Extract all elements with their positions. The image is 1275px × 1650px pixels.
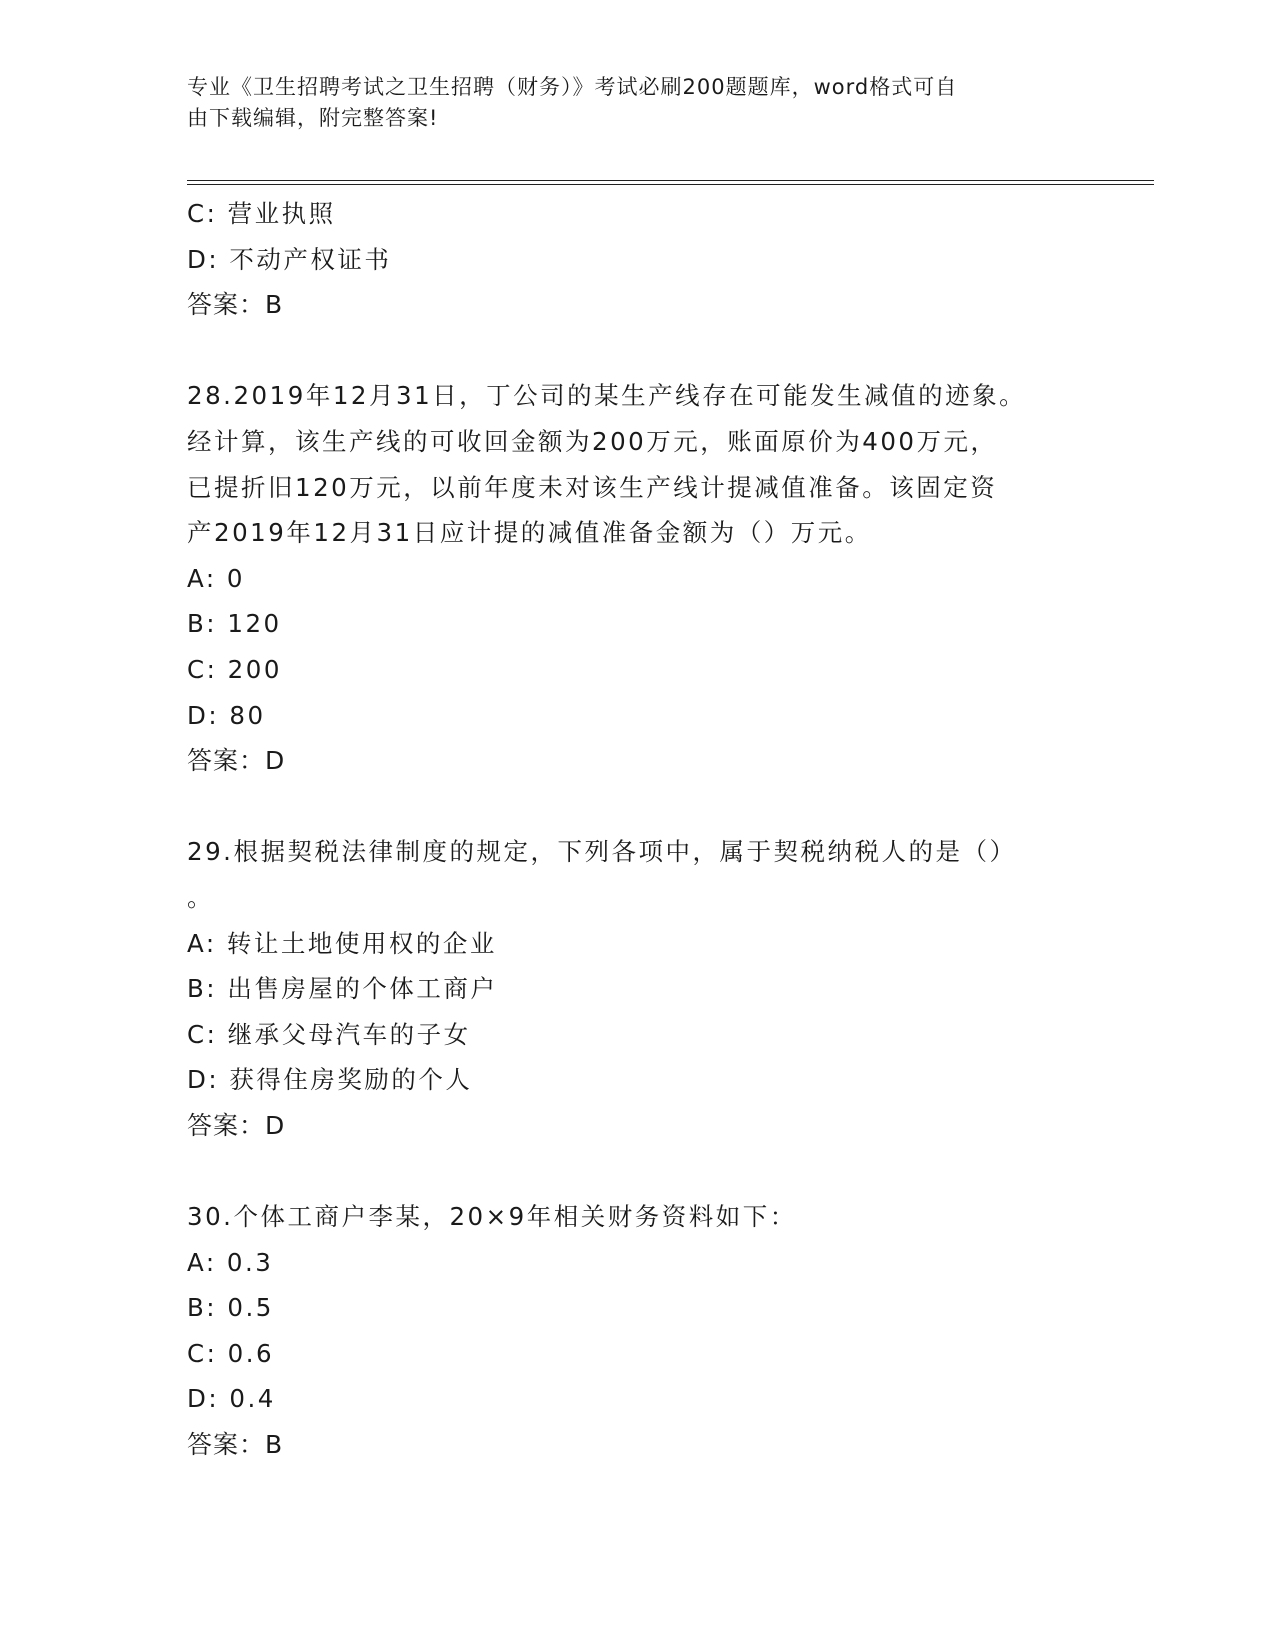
header-divider-top (187, 180, 1154, 181)
option-a: A: 0 (187, 563, 245, 593)
document-header (187, 72, 1067, 134)
question-stem-line: 已提折旧120万元，以前年度未对该生产线计提减值准备。该固定资 (187, 472, 998, 502)
option-a: A: 0.3 (187, 1247, 274, 1277)
answer-line: 答案：B (187, 1430, 284, 1460)
header-line-1: 专业《卫生招聘考试之卫生招聘（财务）》考试必刷200题题库，word格式可自 (187, 75, 958, 99)
answer-line: 答案：D (187, 1110, 286, 1140)
question-stem-line: 产2019年12月31日应计提的减值准备金额为（）万元。 (187, 518, 872, 548)
option-b: B: 120 (187, 609, 282, 639)
spacer (187, 1148, 1087, 1194)
option-c: C: 营业执照 (187, 199, 336, 228)
option-a: A: 转让土地使用权的企业 (187, 928, 497, 958)
question-27-continuation (187, 191, 1087, 328)
spacer (187, 784, 1087, 830)
option-c: C: 0.6 (187, 1338, 275, 1368)
question-30 (187, 1194, 1087, 1468)
question-stem-line: 。 (187, 882, 214, 912)
spacer (187, 328, 1087, 374)
option-c: C: 继承父母汽车的子女 (187, 1019, 471, 1049)
answer-line: 答案：D (187, 746, 286, 776)
option-d: D: 80 (187, 700, 266, 730)
question-29 (187, 829, 1087, 1148)
answer-line: 答案：B (187, 290, 284, 320)
header-line-2: 由下载编辑，附完整答案! (187, 106, 439, 130)
question-list (187, 191, 1087, 1468)
option-d: D: 不动产权证书 (187, 244, 392, 274)
option-b: B: 0.5 (187, 1293, 274, 1323)
option-c: C: 200 (187, 654, 282, 684)
question-stem-line: 30.个体工商户李某，20×9年相关财务资料如下： (187, 1202, 797, 1232)
header-divider-bottom (187, 184, 1154, 185)
option-d: D: 0.4 (187, 1384, 276, 1414)
option-b: B: 出售房屋的个体工商户 (187, 974, 498, 1004)
question-stem-line: 29.根据契税法律制度的规定，下列各项中，属于契税纳税人的是（） (187, 837, 1017, 867)
option-d: D: 获得住房奖励的个人 (187, 1065, 473, 1095)
question-stem-line: 28.2019年12月31日，丁公司的某生产线存在可能发生减值的迹象。 (187, 381, 1027, 411)
question-stem-line: 经计算，该生产线的可收回金额为200万元，账面原价为400万元， (187, 426, 998, 456)
question-28 (187, 373, 1087, 783)
